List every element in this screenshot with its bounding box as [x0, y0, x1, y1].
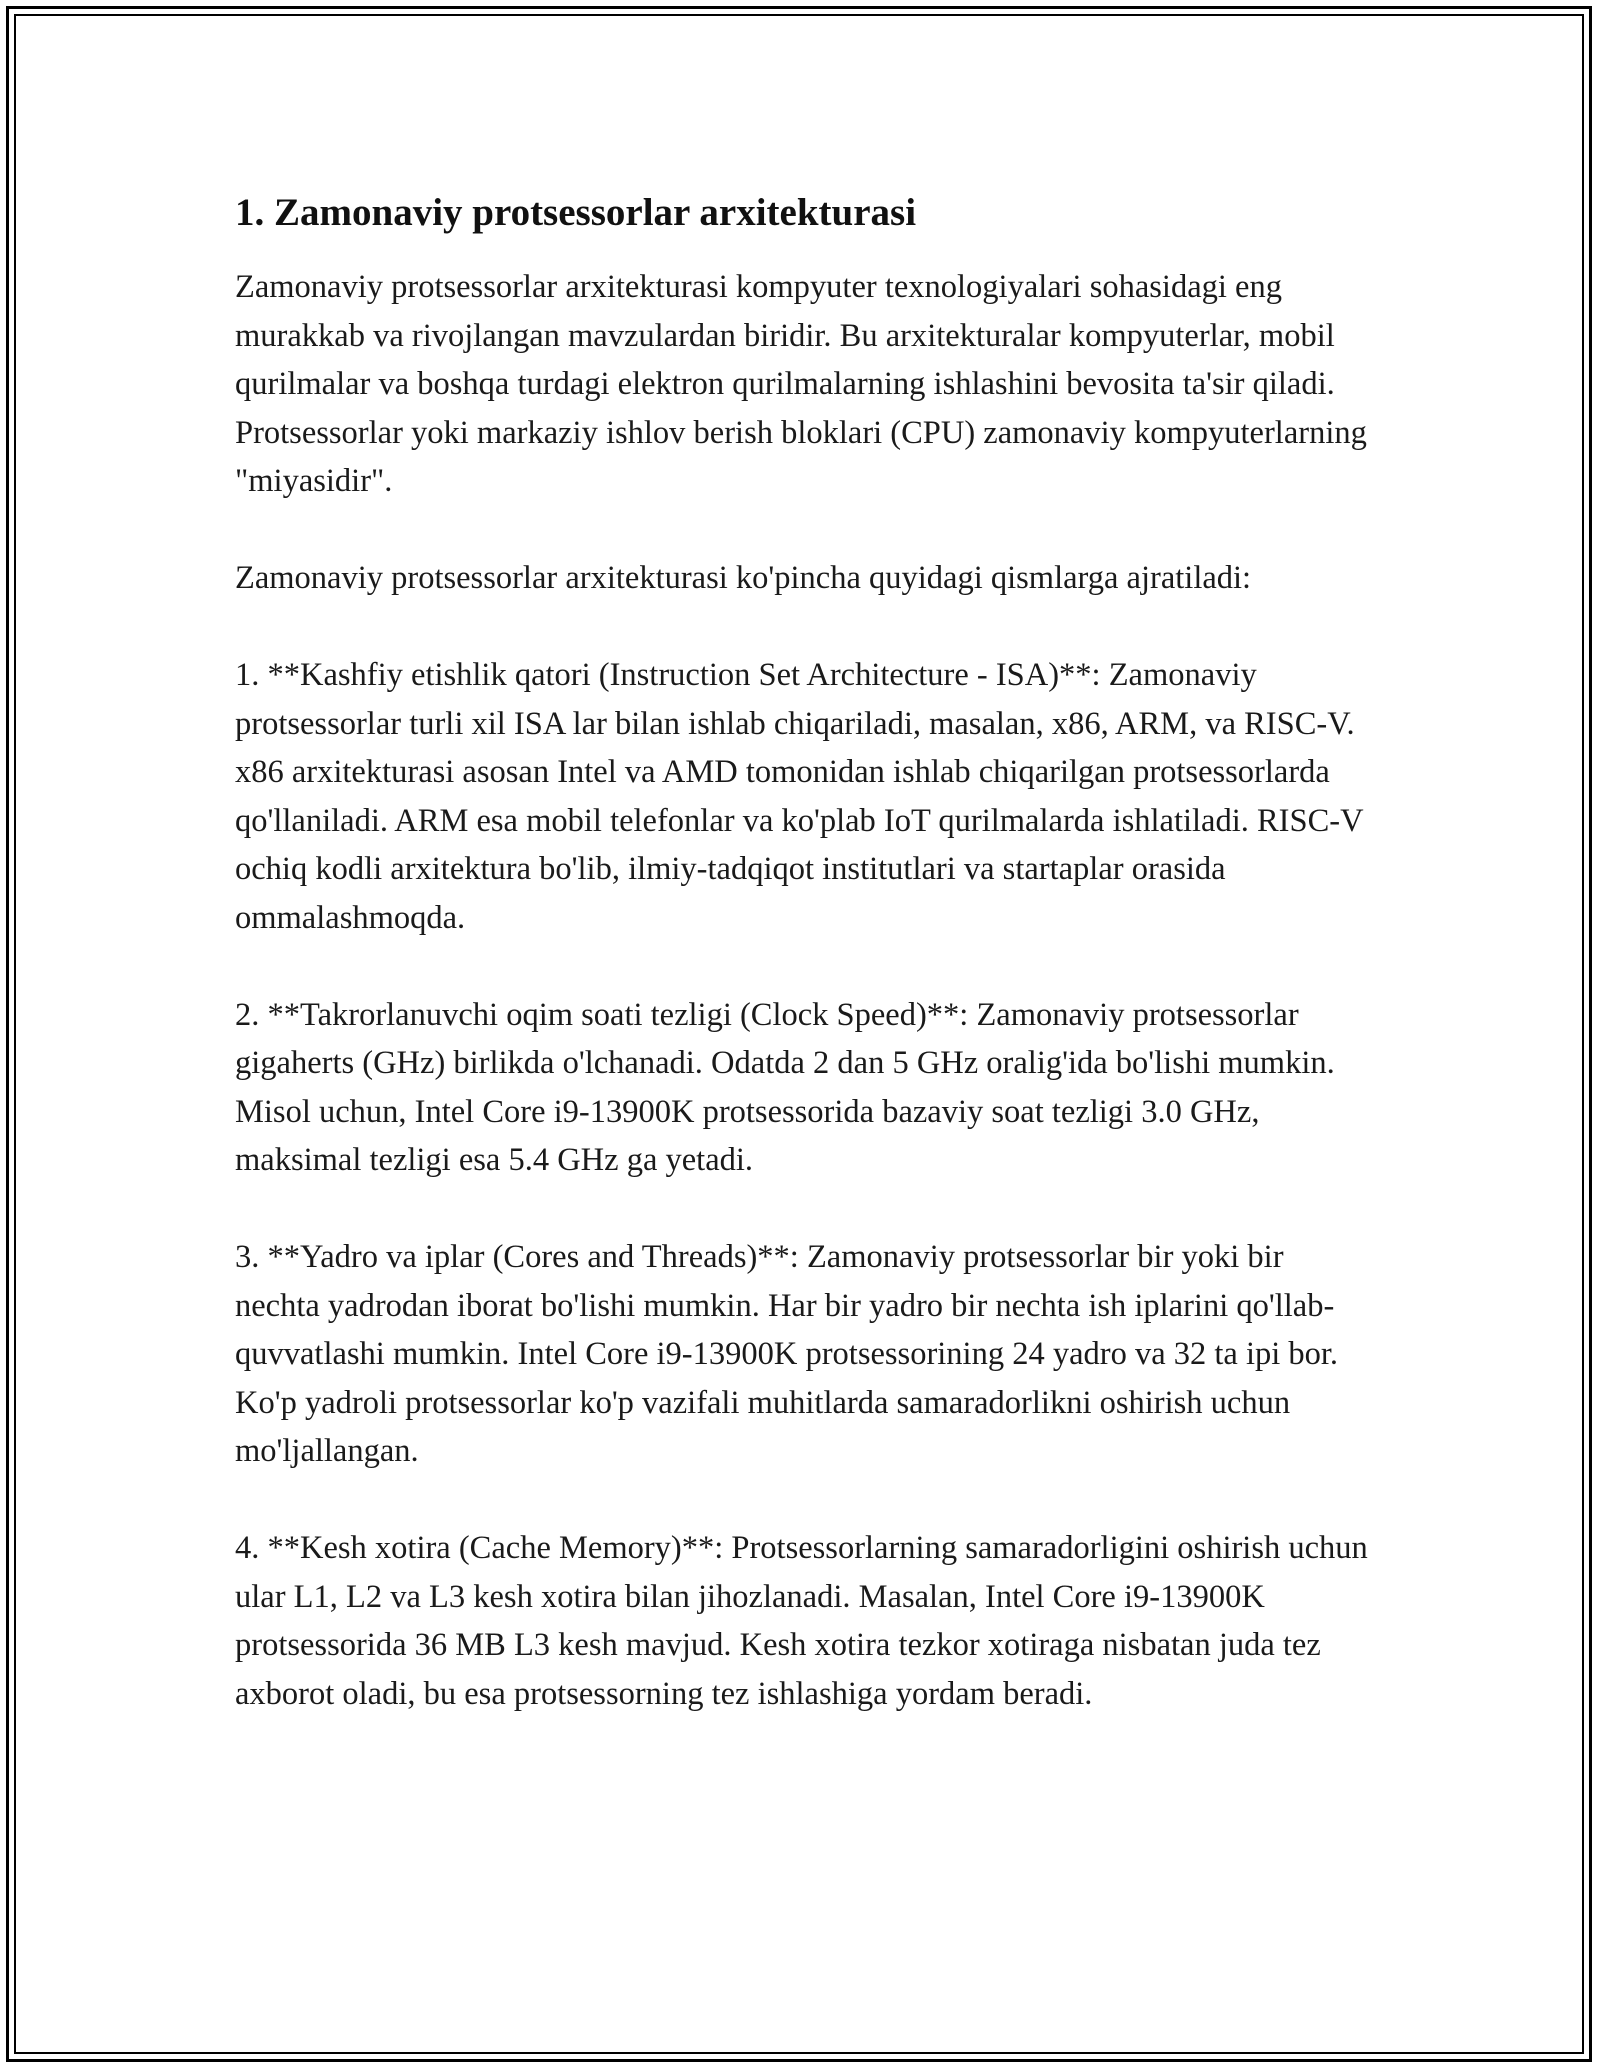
list-intro-paragraph: Zamonaviy protsessorlar arxitekturasi ko'pincha quyidagi qismlarga ajratiladi:: [235, 560, 1252, 596]
list-item-isa: 1. **Kashfiy etishlik qatori (Instruction Set Architecture - ISA)**: Zamonaviy protsessorlar turli xil ISA lar bilan ishlab chiqariladi, masalan, x86, ARM, va RISC-V. x86 arxitekturasi asosan Intel va AMD tomonidan ishlab chiqarilgan protsessorlarda qo'llaniladi. ARM esa mobil telefonlar va ko'plab IoT qurilmalarda ishlatiladi. RISC-V ochiq kodli arxitektura bo'lib, ilmiy-tadqiqot institutlari va startaplar orasida ommalashmoqda.: [235, 657, 1363, 936]
list-item-clock-speed: 2. **Takrorlanuvchi oqim soati tezligi (Clock Speed)**: Zamonaviy protsessorlar gigaherts (GHz) birlikda o'lchanadi. Odatda 2 dan 5 GHz oralig'ida bo'lishi mumkin. Misol uchun, Intel Core i9-13900K protsessorida bazaviy soat tezligi 3.0 GHz, maksimal tezligi esa 5.4 GHz ga yetadi.: [235, 996, 1335, 1178]
document-body: [235, 185, 1375, 1767]
section-heading: 1. Zamonaviy protsessorlar arxitekturasi: [235, 191, 917, 234]
list-item-cores-threads: 3. **Yadro va iplar (Cores and Threads)**: Zamonaviy protsessorlar bir yoki bir nechta yadrodan iborat bo'lishi mumkin. Har bir yadro bir nechta ish iplarini qo'llab-quvvatlashi mumkin. Intel Core i9-13900K protsessorining 24 yadro va 32 ta ipi bor. Ko'p yadroli protsessorlar ko'p vazifali muhitlarda samaradorlikni oshirish uchun mo'ljallangan.: [235, 1239, 1339, 1469]
intro-paragraph: Zamonaviy protsessorlar arxitekturasi kompyuter texnologiyalari sohasidagi eng murakkab va rivojlangan mavzulardan biridir. Bu arxitekturalar kompyuterlar, mobil qurilmalar va boshqa turdagi elektron qurilmalarning ishlashini bevosita ta'sir qiladi. Protsessorlar yoki markaziy ishlov berish bloklari (CPU) zamonaviy kompyuterlarning "miyasidir".: [235, 269, 1367, 499]
list-item-cache-memory: 4. **Kesh xotira (Cache Memory)**: Protsessorlarning samaradorligini oshirish uchun ular L1, L2 va L3 kesh xotira bilan jihozlanadi. Masalan, Intel Core i9-13900K protsessorida 36 MB L3 kesh mavjud. Kesh xotira tezkor xotiraga nisbatan juda tez axborot oladi, bu esa protsessorning tez ishlashiga yordam beradi.: [235, 1530, 1368, 1712]
